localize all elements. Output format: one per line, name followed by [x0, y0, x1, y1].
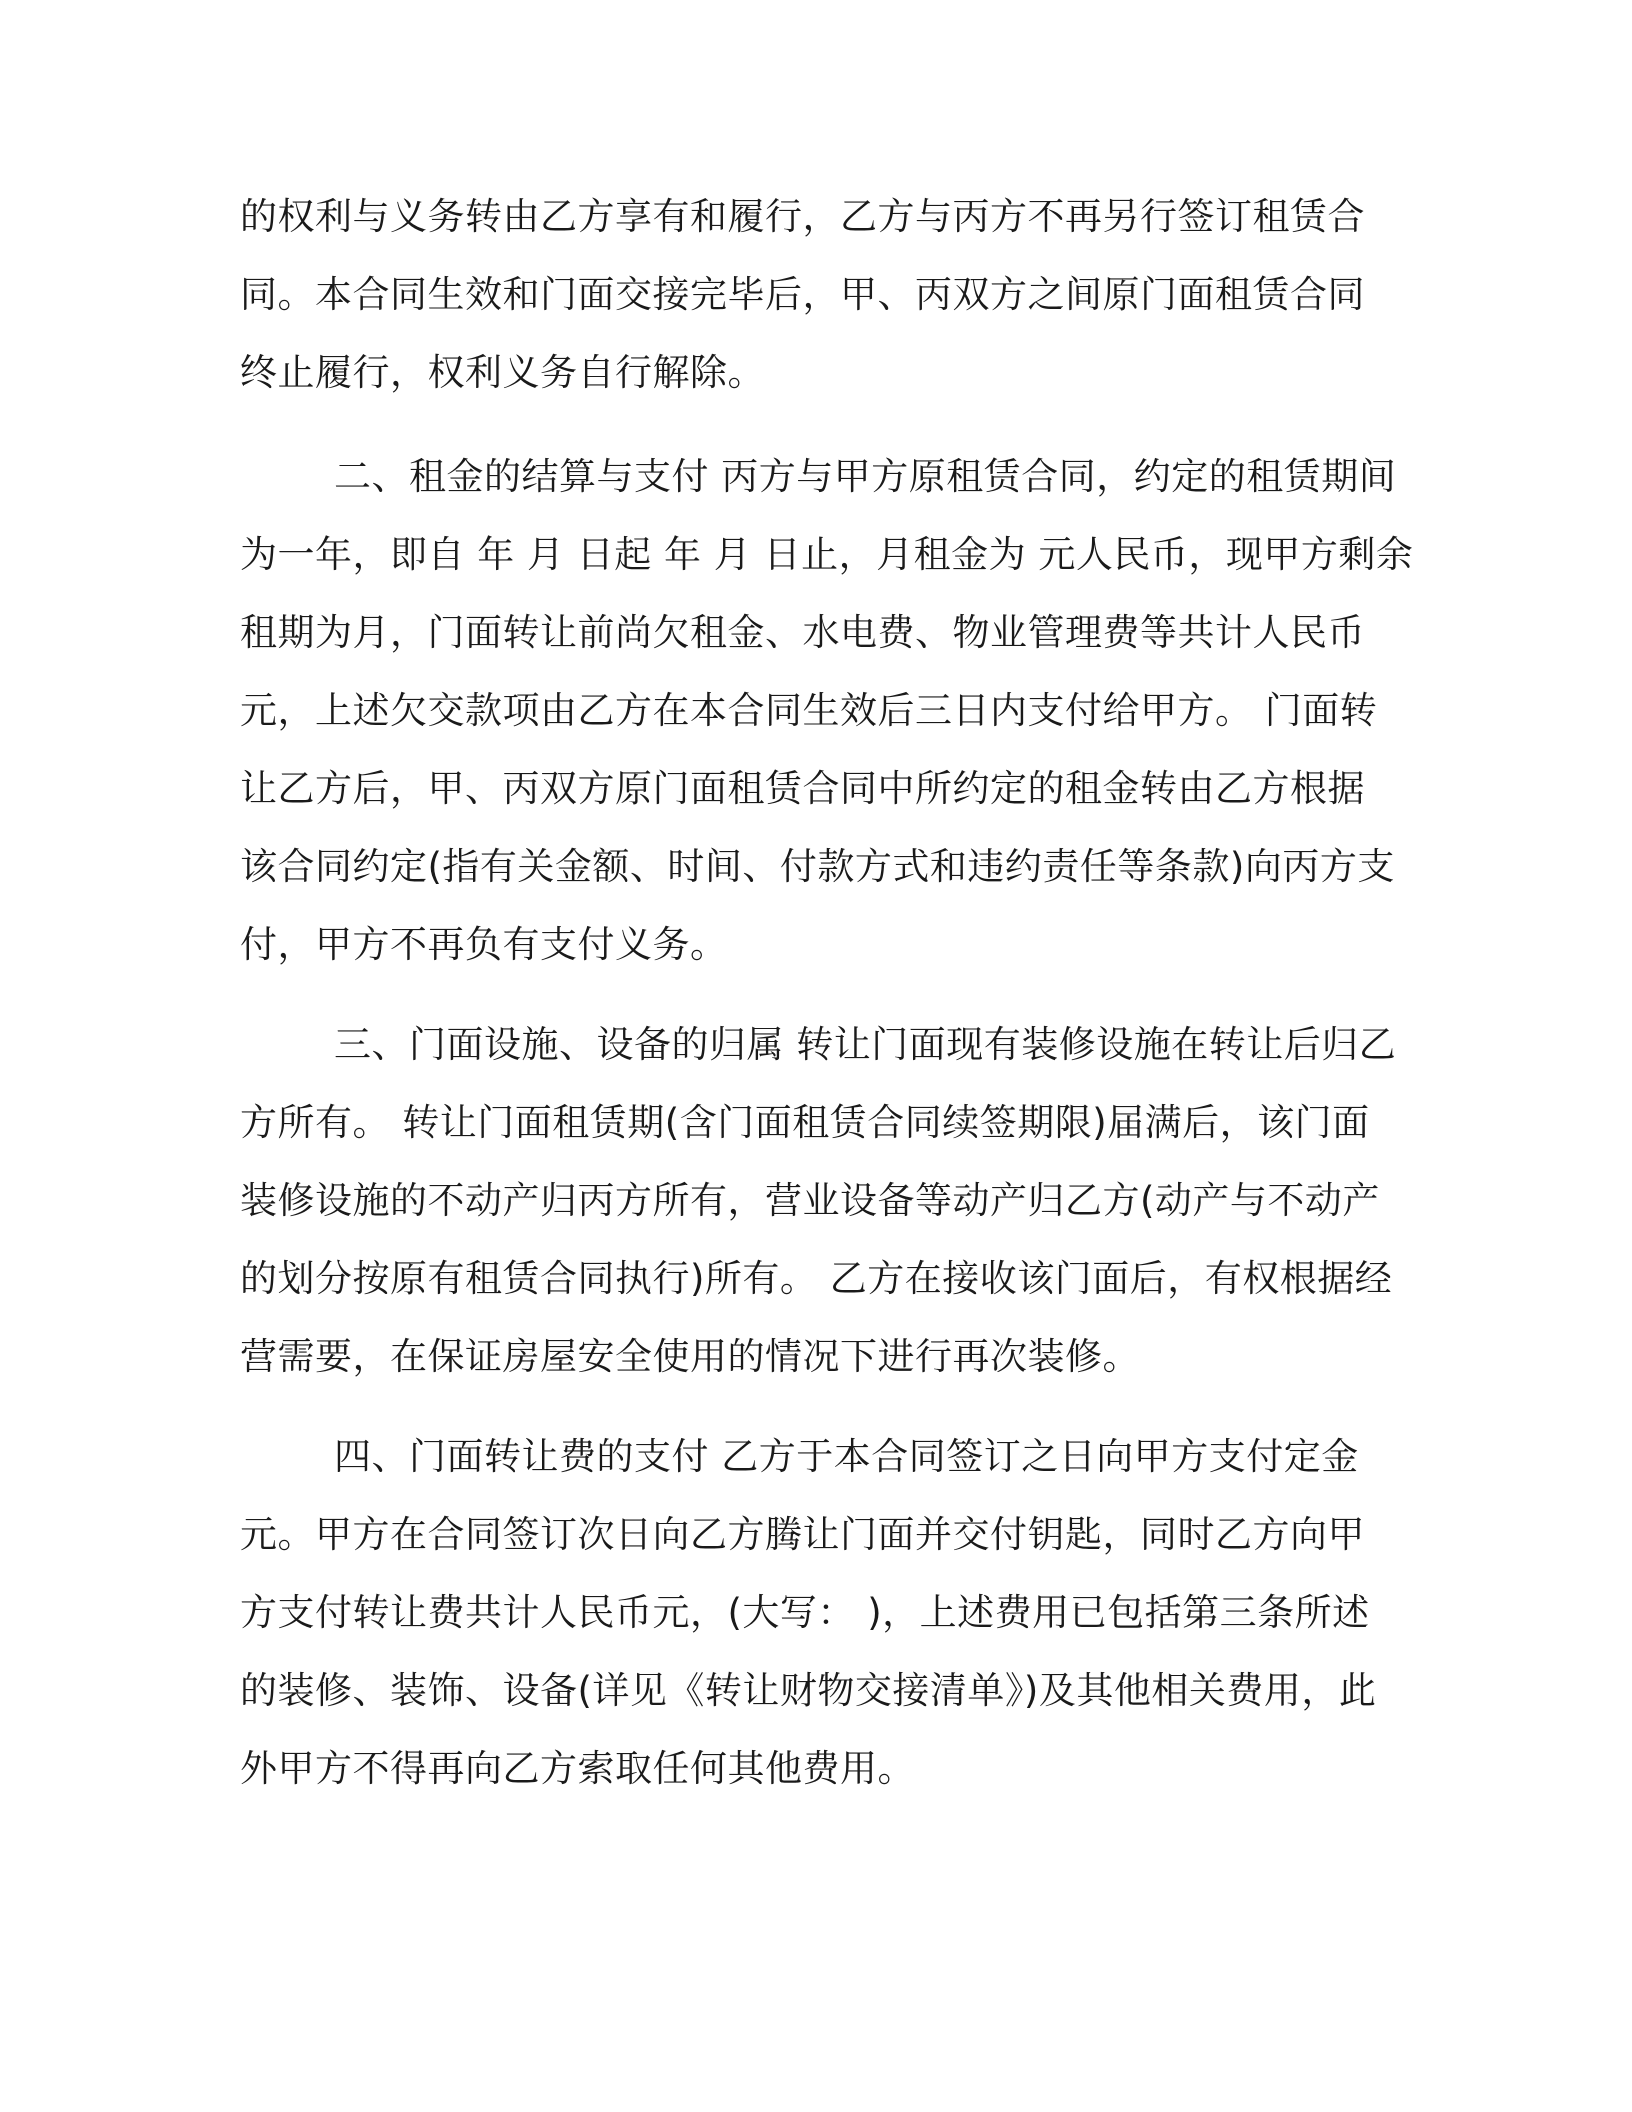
clause-heading-line: 二、租金的结算与支付 丙方与甲方原租赁合同，约定的租赁期间	[334, 455, 1397, 498]
text-line: 付，甲方不再负有支付义务。	[240, 923, 728, 966]
text-line: 该合同约定(指有关金额、时间、付款方式和违约责任等条款)向丙方支	[240, 845, 1395, 888]
text-line: 装修设施的不动产归丙方所有，营业设备等动产归乙方(动产与不动产	[240, 1179, 1380, 1222]
text-line: 的划分按原有租赁合同执行)所有。 乙方在接收该门面后，有权根据经	[240, 1257, 1393, 1300]
paragraph-clause-2	[240, 438, 1414, 984]
text-line: 营需要，在保证房屋安全使用的情况下进行再次装修。	[240, 1335, 1140, 1378]
clause-heading-line: 三、门面设施、设备的归属 转让门面现有装修设施在转让后归乙	[334, 1023, 1397, 1066]
text-line: 终止履行，权利义务自行解除。	[240, 351, 765, 394]
text-line: 的权利与义务转由乙方享有和履行，乙方与丙方不再另行签订租赁合	[240, 195, 1365, 238]
paragraph-clause-3	[240, 1006, 1397, 1396]
paragraph-continuation	[240, 178, 1390, 412]
text-line: 让乙方后，甲、丙双方原门面租赁合同中所约定的租金转由乙方根据	[240, 767, 1365, 810]
text-line: 元。甲方在合同签订次日向乙方腾让门面并交付钥匙，同时乙方向甲	[240, 1513, 1365, 1556]
paragraph-clause-4	[240, 1418, 1390, 1808]
text-line: 的装修、装饰、设备(详见《转让财物交接清单》)及其他相关费用，此	[240, 1669, 1377, 1712]
text-line: 元，上述欠交款项由乙方在本合同生效后三日内支付给甲方。 门面转	[240, 689, 1378, 732]
text-line: 租期为月，门面转让前尚欠租金、水电费、物业管理费等共计人民币	[240, 611, 1365, 654]
text-line: 方支付转让费共计人民币元，(大写： )，上述费用已包括第三条所述	[240, 1591, 1370, 1634]
text-line: 方所有。 转让门面租赁期(含门面租赁合同续签期限)届满后，该门面	[240, 1101, 1370, 1144]
text-line: 外甲方不得再向乙方索取任何其他费用。	[240, 1747, 915, 1790]
text-line: 为一年，即自 年 月 日起 年 月 日止，月租金为 元人民币，现甲方剩余	[240, 533, 1414, 576]
text-line: 同。本合同生效和门面交接完毕后，甲、丙双方之间原门面租赁合同	[240, 273, 1365, 316]
clause-heading-line: 四、门面转让费的支付 乙方于本合同签订之日向甲方支付定金	[334, 1435, 1359, 1478]
